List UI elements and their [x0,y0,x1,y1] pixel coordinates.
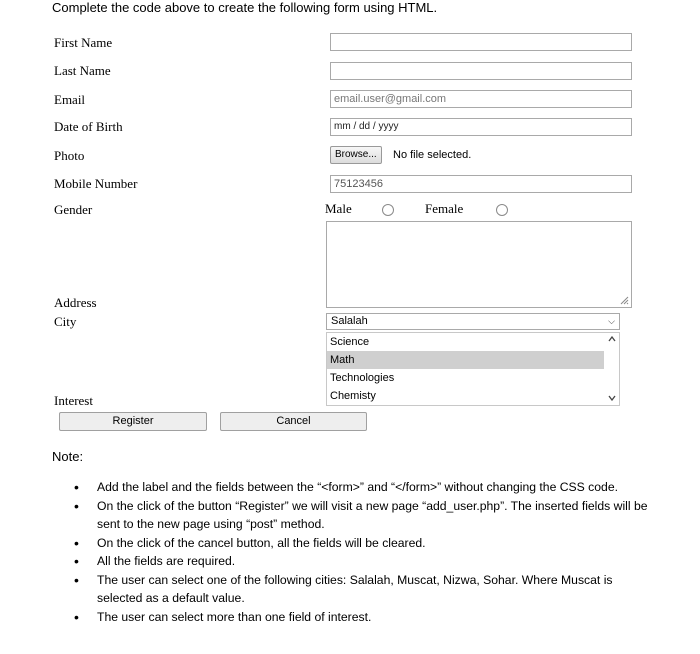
interest-option[interactable]: Technologies [330,372,395,384]
file-status: No file selected. [393,149,472,161]
city-selected-value: Salalah [331,315,368,327]
list-item: • On the click of the button “Register” we will visit a new page “add_user.php”. The inserted fields will be sent to the new page using “post” method. [70,497,660,534]
city-select[interactable] [326,313,620,330]
gender-female-radio[interactable] [496,204,508,216]
mobile-input[interactable]: 75123456 [330,175,632,193]
list-item: • All the fields are required. [70,552,660,571]
list-item: • Add the label and the fields between the “<form>” and “</form>” without changing the CSS code. [70,478,660,497]
list-item: • The user can select one of the following cities: Salalah, Muscat, Nizwa, Sohar. Where Muscat is selected as a default value. [70,571,660,608]
interest-listbox[interactable] [326,332,620,406]
first-name-input[interactable] [330,33,632,51]
mobile-label: Mobile Number [54,176,138,191]
register-button[interactable]: Register [59,412,207,431]
interest-label: Interest [54,393,93,408]
address-textarea[interactable] [326,221,632,308]
interest-option[interactable]: Math [327,351,604,369]
cancel-button[interactable]: Cancel [220,412,367,431]
browse-button[interactable]: Browse... [330,146,382,164]
first-name-label: First Name [54,35,113,50]
note-title: Note: [52,449,84,464]
email-input[interactable]: email.user@gmail.com [330,90,632,108]
gender-female-label: Female [425,201,464,216]
gender-male-label: Male [325,201,352,216]
note-list [70,478,660,626]
last-name-label: Last Name [54,63,111,78]
instruction-heading: Complete the code above to create the following form using HTML. [52,0,438,15]
gender-label: Gender [54,202,93,217]
address-label: Address [54,295,97,310]
last-name-input[interactable] [330,62,632,80]
city-label: City [54,314,77,329]
email-label: Email [54,92,86,107]
photo-label: Photo [54,148,85,163]
resize-grip-icon[interactable] [619,295,629,305]
dob-input[interactable]: mm / dd / yyyy [330,118,632,136]
interest-option[interactable]: Science [330,336,370,348]
chevron-down-icon: ⌵ [608,316,615,326]
scroll-up-icon[interactable] [608,336,616,342]
gender-male-radio[interactable] [382,204,394,216]
list-item: • The user can select more than one field of interest. [70,608,660,627]
dob-label: Date of Birth [54,119,123,134]
list-item: • On the click of the cancel button, all the fields will be cleared. [70,534,660,553]
interest-option[interactable]: Chemisty [330,390,376,402]
scroll-down-icon[interactable] [608,395,616,401]
